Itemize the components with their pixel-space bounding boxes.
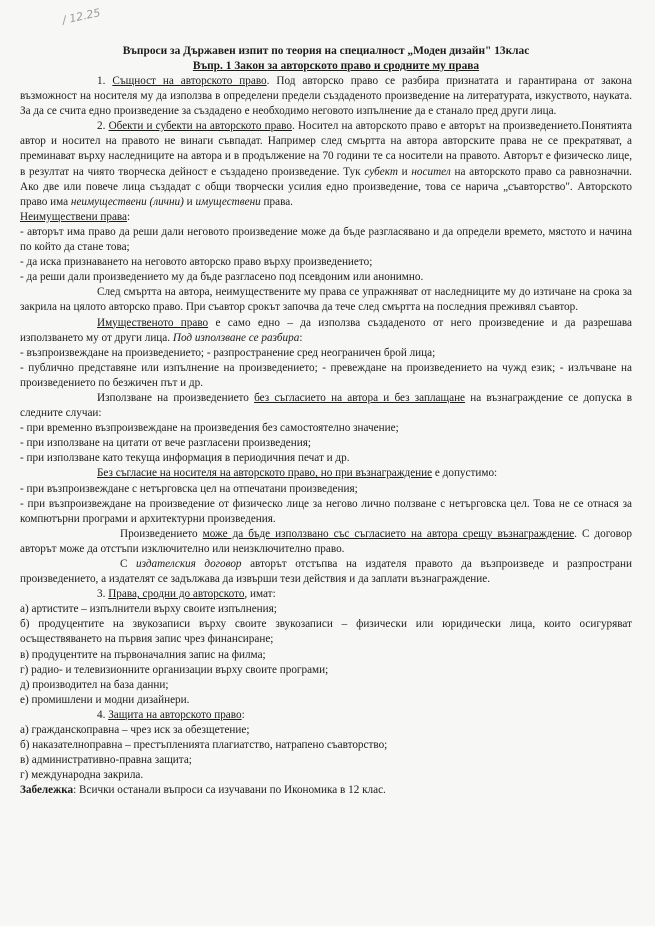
- list-item: - възпроизвеждане на произведението; - разпространение сред неограничен брой лица;: [20, 346, 436, 359]
- paragraph-text: . Под авторско право се разбира признатата и гарантирана от закона възможност на носителя му да използва в определени предели създаденото произведение на литературата, изкуството, науката. За да се счита едно произведение за създадено е необходимо неговото изпълнение да е станало пред други лица.: [20, 75, 633, 118]
- term-nonproperty: неимуществени (лични): [70, 195, 184, 208]
- paragraph-text: авторът отстъпва на издателя правото да възпроизведе и разпространи произведението, а издателят се задължава да извърши тези действия и да заплати възнаграждение.: [20, 558, 632, 586]
- section-number: 1.: [97, 75, 113, 87]
- list-item: - да реши дали произведението му да бъде разгласено под псевдоним или анонимно.: [20, 271, 424, 284]
- question-title: Въпр. 1 Закон за авторското право и сродните му права: [192, 60, 480, 72]
- colon: :: [241, 708, 245, 721]
- list-item: г) радио- и телевизионните организации върху своите програми;: [20, 663, 329, 676]
- handwritten-mark: / 12.25: [61, 6, 102, 27]
- section-number: 3.: [97, 588, 109, 601]
- list-item: - авторът има право да реши дали неговото произведение може да бъде разгласявано и да определи времето, мястото и начина по който да стане това;: [20, 225, 632, 254]
- list-item: - при използване като текуща информация в периодичния печат и др.: [20, 452, 350, 465]
- note: [20, 783, 632, 798]
- note-label: Забележка: [20, 784, 74, 797]
- list-item: - при използване на цитати от вече разгласени произведения;: [20, 437, 311, 450]
- list-item: - при възпроизвеждане на произведение от физическо лице за негово лично ползване с нетърговска цел. Това не се отнася за компютърни програми и архитектурни произведения.: [20, 497, 632, 525]
- list-item: д) производител на база данни;: [20, 678, 169, 691]
- underlined-phrase: без съгласието на автора и без заплащане: [254, 391, 466, 404]
- section-essence: [20, 74, 632, 119]
- paragraph-text: Използване на произведението: [97, 391, 255, 404]
- paragraph-text: Произведението: [120, 527, 203, 540]
- list-item: - при възпроизвеждане с нетърговска цел на отпечатани произведения;: [20, 482, 358, 495]
- list-item: в) административно-правна защита;: [20, 754, 192, 767]
- section-number: 2.: [97, 120, 109, 133]
- colon: :: [127, 210, 131, 223]
- term-publishing-contract: издателския договор: [136, 558, 242, 570]
- list-item: е) промишлени и модни дизайнери.: [20, 693, 190, 706]
- list-item: б) продуцентите на звукозаписи върху своите звукозаписи – физически или юридически лица, които осигуряват осъществяването на първия запис чрез финансиране;: [20, 618, 632, 646]
- term-subject: субект: [364, 165, 398, 178]
- list-item: - при временно възпроизвеждане на произведения без самостоятелно значение;: [20, 422, 399, 435]
- list-item: - да иска признаването на неговото авторско право върху произведението;: [20, 256, 373, 269]
- term-use: Под използване се разбира: [172, 331, 300, 344]
- subheading: Неимуществени права: [20, 210, 128, 223]
- paragraph-text: на възнаграждение се допуска в следните случаи:: [20, 391, 632, 420]
- underlined-phrase: може да бъде използвано със съгласието на автора срещу възнаграждение: [202, 527, 575, 540]
- note-text: : Всички останали въпроси са изучавани по Икономика в 12 клас.: [73, 784, 386, 797]
- list-item: в) продуцентите на първоначалния запис на филма;: [20, 648, 266, 661]
- paragraph-text: е допустимо:: [432, 467, 498, 480]
- property-paragraph: [20, 316, 632, 346]
- paragraph-text: С: [120, 558, 137, 570]
- after-death-paragraph: След смъртта на автора, неимуществените му права се упражняват от наследниците му до изтичане на срока за закрила на цялото авторско право. При съавтор срокът започва да тече след смъртта на последния преживял съавтор.: [20, 286, 632, 314]
- list-item: г) международна закрила.: [20, 769, 144, 782]
- paragraph-text: и: [397, 165, 412, 178]
- underlined-phrase: Без съгласие на носителя на авторското право, но при възнаграждение: [97, 467, 433, 480]
- section-protection: [20, 708, 632, 723]
- paragraph-text: е само едно – да използва създаденото от него произведение и да разрешава използването му от други лица.: [20, 316, 633, 344]
- paragraph-text: права.: [260, 195, 293, 208]
- paragraph-text: , имат:: [244, 588, 276, 601]
- subheading: Имущественото право: [97, 316, 209, 329]
- list-item: - публично представяне или изпълнение на произведението; - превеждане на произведението на чужд език; - излъчване на произведението по безжичен път и др.: [20, 361, 632, 389]
- document-page: [20, 44, 632, 799]
- paragraph-text: и: [183, 195, 196, 208]
- paid-use-paragraph: [20, 466, 632, 481]
- list-item: а) гражданскоправна – чрез иск за обезщетение;: [20, 724, 250, 737]
- paragraph-text: на авторското право са равнозначни. Ако две или повече лица създадат с общи творчески усилия едно произведение, това се нарича „съавторство". Авторското право има: [20, 165, 632, 208]
- section-heading: Същност на авторското право: [112, 75, 267, 87]
- section-number: 4.: [97, 708, 109, 721]
- publishing-paragraph: [20, 557, 632, 587]
- list-item: б) наказателноправна – престъпленията плагиатство, натрапено съавторство;: [20, 739, 388, 752]
- section-objects-subjects: [20, 119, 632, 210]
- free-use-paragraph: [20, 391, 632, 421]
- document-title: Въпроси за Държавен изпит по теория на специалност „Моден дизайн" 13клас: [122, 45, 530, 57]
- term-property: имуществени: [195, 195, 261, 208]
- section-heading: Защита на авторското право: [108, 708, 242, 721]
- list-item: а) артистите – изпълнители върху своите изпълнения;: [20, 603, 277, 616]
- colon: :: [299, 331, 303, 344]
- term-holder: носител: [411, 165, 451, 178]
- section-heading: Обекти и субекти на авторското право: [108, 120, 292, 133]
- consent-paragraph: [20, 527, 632, 557]
- section-related-rights: [20, 587, 632, 602]
- paragraph-text: . Носител на авторското право е авторът на произведението.Понятията автор и носител на правото не винаги съвпадат. Например след смъртта на автора авторските права не се прекратяват, а преминават върху наследниците на автора и в продължение на 70 години те са носители на правото. Авторът е физическо лице, в резултат на чиято творческа дейност е създадено произведение. Тук: [20, 120, 633, 178]
- paragraph-text: . С договор авторът може да отстъпи изключително или неизключително право.: [20, 527, 633, 555]
- nonproperty-heading: [20, 210, 632, 225]
- section-heading: Права, сродни до авторското: [108, 588, 245, 601]
